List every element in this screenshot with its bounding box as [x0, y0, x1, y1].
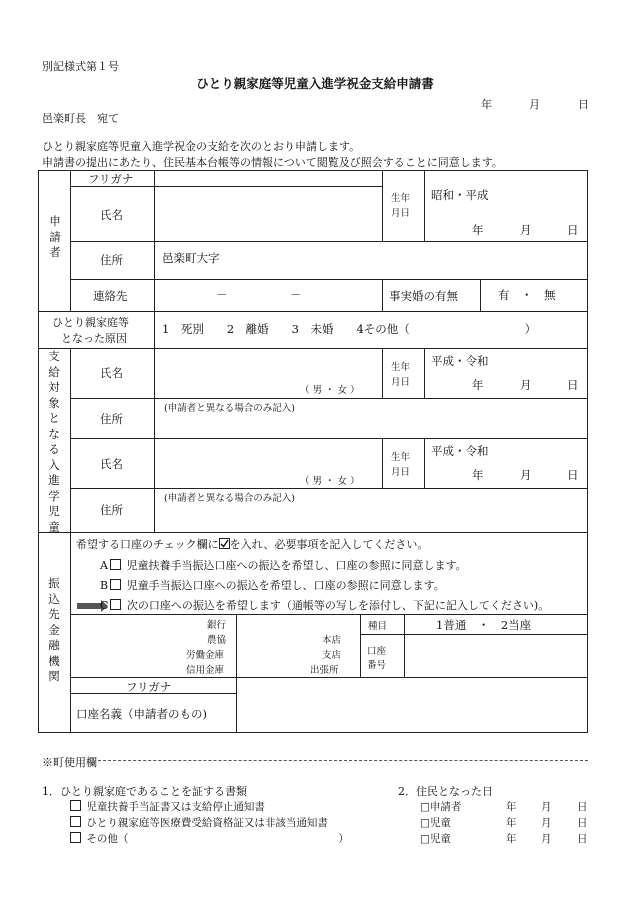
applicant-section-label: 申 請 者 [49, 214, 61, 259]
residence-row-year-3[interactable]: 年 [506, 833, 517, 845]
child2-name-label: 氏名 [100, 457, 123, 471]
residence-row-label-2[interactable]: □児童 [420, 817, 451, 829]
header-date-day[interactable]: 日 [578, 98, 589, 111]
account-number-label-2: 番号 [367, 660, 387, 671]
residence-row-day-1[interactable]: 日 [577, 801, 588, 813]
bank-instruction [76, 536, 428, 552]
applicant-address-field[interactable]: 邑楽町大字 [162, 251, 220, 265]
intro-line-2: 申請書の提出にあたり、住民基本台帳等の情報について閲覧及び照会することに同意します。 [42, 156, 503, 169]
office-item1-option-3[interactable] [68, 831, 349, 846]
bank-section-label: 振 込 先 金 融 機 関 [48, 576, 60, 683]
option-a-row[interactable] [100, 557, 467, 573]
applicant-furigana-label: フリガナ [88, 172, 134, 186]
applicant-birth-era[interactable]: 昭和・平成 [431, 188, 489, 202]
applicant-birth-day[interactable]: 日 [567, 223, 579, 237]
institution-type-ja[interactable]: 農協 [207, 635, 227, 646]
child1-birth-day[interactable]: 日 [567, 378, 579, 392]
office-item1-option-2-text: ひとり親家庭等医療費受給資格証又は非該当通知書 [86, 817, 328, 829]
instruction-text-post: を入れ、必要事項を記入してください。 [229, 538, 429, 551]
child2-address-note: (申請者と異なる場合のみ記入) [164, 493, 295, 504]
marriage-options[interactable]: 有 ・ 無 [498, 288, 556, 302]
child1-name-label: 氏名 [100, 366, 123, 380]
child2-birth-label-1: 生年 [391, 452, 411, 463]
office-item1-checkbox-1[interactable] [70, 800, 81, 811]
intro-line-1: ひとり親家庭等児童入進学祝金の支給を次のとおり申請します。 [42, 140, 361, 153]
child2-gender[interactable]: （ 男 ・ 女 ） [300, 476, 360, 487]
option-a-letter: A [100, 559, 108, 572]
option-c-text: 次の口座への振込を希望します（通帳等の写しを添付し、下記に記入してください)。 [126, 599, 550, 612]
child2-address-label: 住所 [100, 503, 123, 517]
kind-label: 種目 [368, 621, 388, 632]
header-date-year[interactable]: 年 [481, 98, 492, 111]
child2-birth-year[interactable]: 年 [472, 468, 484, 482]
applicant-birth-label-2: 月日 [391, 208, 411, 219]
option-b-letter: B [100, 579, 109, 592]
header-date-month[interactable]: 月 [529, 98, 540, 111]
kind-options[interactable]: 1普通 ・ 2当座 [436, 618, 532, 632]
applicant-birth-month[interactable]: 月 [520, 223, 532, 237]
child2-birth-day[interactable]: 日 [567, 468, 579, 482]
child1-birth-year[interactable]: 年 [472, 378, 484, 392]
cause-options[interactable]: 1 死別 2 離婚 3 未婚 4その他（ ） [162, 322, 537, 336]
contact-dash-2: － [290, 288, 302, 302]
residence-row-year-2[interactable]: 年 [506, 817, 517, 829]
form-number: 別記様式第１号 [42, 60, 119, 73]
office-item1-option-3-text: その他（ ） [86, 833, 349, 845]
holder-name-label: 口座名義（申請者のもの) [76, 707, 207, 721]
office-use-divider [98, 760, 588, 761]
applicant-name-label: 氏名 [100, 208, 123, 222]
residence-row-day-3[interactable]: 日 [577, 833, 588, 845]
residence-row-month-3[interactable]: 月 [541, 833, 552, 845]
residence-row-month-2[interactable]: 月 [541, 817, 552, 829]
checkmark-icon [219, 538, 230, 549]
branch-type-branch[interactable]: 支店 [322, 650, 342, 661]
addressee: 邑楽町長 宛て [42, 112, 119, 125]
account-number-label-1: 口座 [367, 646, 387, 657]
applicant-address-label: 住所 [100, 253, 123, 267]
document-title: ひとり親家庭等児童入進学祝金支給申請書 [196, 76, 434, 91]
option-c-row[interactable] [100, 597, 549, 613]
office-item1-option-1[interactable] [68, 799, 265, 814]
child1-birth-era[interactable]: 平成・令和 [431, 354, 489, 368]
child2-birth-month[interactable]: 月 [520, 468, 532, 482]
child1-address-note: (申請者と異なる場合のみ記入) [164, 403, 295, 414]
applicant-birth-year[interactable]: 年 [472, 223, 484, 237]
office-item1-option-1-text: 児童扶養手当証書又は支給停止通知書 [86, 801, 265, 813]
instruction-text-pre: 希望する口座のチェック欄に [76, 538, 219, 551]
child1-gender[interactable]: （ 男 ・ 女 ） [300, 385, 360, 396]
contact-dash-1: － [216, 288, 228, 302]
office-use-label: ※町使用欄 [42, 756, 97, 769]
residence-row-year-1[interactable]: 年 [506, 801, 517, 813]
child1-address-label: 住所 [100, 412, 123, 426]
option-b-checkbox[interactable] [110, 579, 121, 590]
option-a-text: 児童扶養手当振込口座への振込を希望し、口座の参照に同意します。 [126, 559, 467, 572]
institution-type-labor[interactable]: 労働金庫 [186, 650, 225, 661]
institution-type-credit[interactable]: 信用金庫 [186, 665, 225, 676]
branch-type-main[interactable]: 本店 [322, 635, 342, 646]
child1-birth-month[interactable]: 月 [520, 378, 532, 392]
cause-label-line-1: ひとり親家庭等 [52, 316, 129, 329]
child1-birth-label-1: 生年 [391, 362, 411, 373]
office-item1-checkbox-3[interactable] [70, 832, 81, 843]
office-item1-option-2[interactable] [68, 815, 328, 830]
residence-row-month-1[interactable]: 月 [541, 801, 552, 813]
office-item2-title: 2．住民となった日 [398, 785, 493, 798]
option-b-text: 児童手当振込口座への振込を希望し、口座の参照に同意します。 [126, 579, 445, 592]
office-item1-checkbox-2[interactable] [70, 816, 81, 827]
option-c-checkbox[interactable] [110, 599, 121, 610]
applicant-birth-label-1: 生年 [391, 193, 411, 204]
child1-birth-label-2: 月日 [391, 377, 411, 388]
residence-row-label-3[interactable]: □児童 [420, 833, 451, 845]
applicant-contact-label: 連絡先 [93, 289, 128, 303]
office-item1-title: 1．ひとり親家庭であることを証する書類 [42, 785, 247, 798]
holder-furigana-label: フリガナ [126, 680, 172, 694]
marriage-label: 事実婚の有無 [389, 289, 458, 303]
option-a-checkbox[interactable] [110, 559, 121, 570]
branch-type-office[interactable]: 出張所 [310, 665, 339, 676]
children-section-label: 支 給 対 象 と な る 入 進 学 児 童 [48, 349, 60, 534]
residence-row-day-2[interactable]: 日 [577, 817, 588, 829]
child2-birth-era[interactable]: 平成・令和 [431, 444, 489, 458]
option-c-letter: C [100, 599, 109, 612]
institution-type-bank[interactable]: 銀行 [207, 620, 227, 631]
residence-row-label-1[interactable]: □申請者 [420, 801, 462, 813]
option-b-row[interactable] [100, 577, 445, 593]
cause-label-line-2: となった原因 [61, 332, 127, 345]
arrow-right-icon [77, 603, 101, 609]
child2-birth-label-2: 月日 [391, 467, 411, 478]
